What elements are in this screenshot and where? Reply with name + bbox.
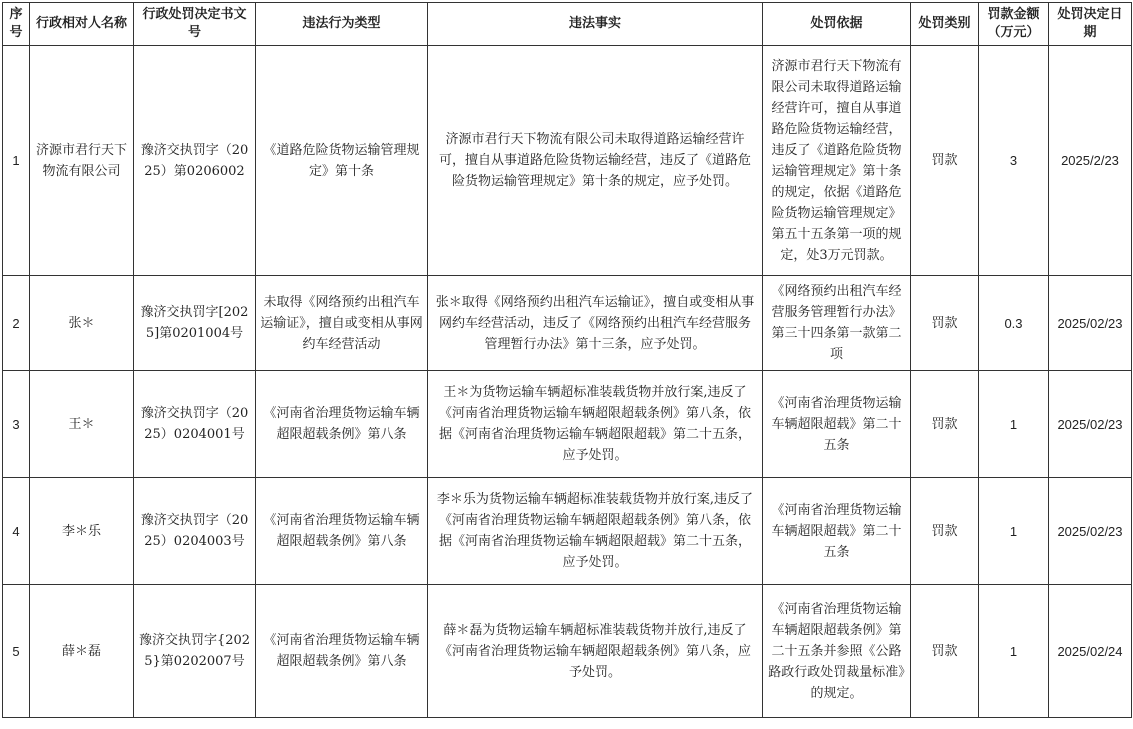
cell-facts: 济源市君行天下物流有限公司未取得道路运输经营许可，擅自从事道路危险货物运输经营，违反了《道路危险货物运输管理规定》第十条的规定，应予处罚。: [428, 46, 763, 276]
col-header-amount: 罚款金额（万元）: [979, 3, 1049, 46]
col-header-category: 处罚类别: [911, 3, 979, 46]
col-header-basis: 处罚依据: [763, 3, 911, 46]
col-header-seq: 序号: [3, 3, 30, 46]
cell-doc-no: 豫济交执罚字[2025]第0201004号: [134, 276, 256, 371]
cell-amount: 3: [979, 46, 1049, 276]
cell-basis: 《河南省治理货物运输车辆超限超载》第二十五条: [763, 478, 911, 585]
cell-seq: 2: [3, 276, 30, 371]
cell-facts: 薛＊磊为货物运输车辆超标准装载货物并放行,违反了《河南省治理货物运输车辆超限超载条例》第八条，应予处罚。: [428, 585, 763, 718]
cell-doc-no: 豫济交执罚字{2025}第0202007号: [134, 585, 256, 718]
cell-doc-no: 豫济交执罚字（2025）0204003号: [134, 478, 256, 585]
cell-seq: 4: [3, 478, 30, 585]
cell-doc-no: 豫济交执罚字（2025）第0206002: [134, 46, 256, 276]
cell-violation-type: 《道路危险货物运输管理规定》第十条: [256, 46, 428, 276]
cell-category: 罚款: [911, 276, 979, 371]
cell-facts: 张＊取得《网络预约出租汽车运输证》，擅自或变相从事网约车经营活动，违反了《网络预约出租汽车经营服务管理暂行办法》第十三条，应予处罚。: [428, 276, 763, 371]
cell-date: 2025/2/23: [1049, 46, 1132, 276]
cell-category: 罚款: [911, 371, 979, 478]
cell-basis: 《网络预约出租汽车经营服务管理暂行办法》第三十四条第一款第二项: [763, 276, 911, 371]
cell-category: 罚款: [911, 585, 979, 718]
cell-violation-type: 《河南省治理货物运输车辆超限超载条例》第八条: [256, 585, 428, 718]
cell-date: 2025/02/23: [1049, 276, 1132, 371]
cell-amount: 1: [979, 371, 1049, 478]
cell-category: 罚款: [911, 478, 979, 585]
cell-party: 薛＊磊: [30, 585, 134, 718]
col-header-party: 行政相对人名称: [30, 3, 134, 46]
col-header-doc-no: 行政处罚决定书文号: [134, 3, 256, 46]
cell-violation-type: 未取得《网络预约出租汽车运输证》，擅自或变相从事网约车经营活动: [256, 276, 428, 371]
cell-amount: 0.3: [979, 276, 1049, 371]
cell-seq: 1: [3, 46, 30, 276]
table-row: [3, 585, 1132, 718]
cell-date: 2025/02/23: [1049, 478, 1132, 585]
cell-facts: 李＊乐为货物运输车辆超标准装载货物并放行案,违反了《河南省治理货物运输车辆超限超载条例》第八条，依据《河南省治理货物运输车辆超限超载》第二十五条，应予处罚。: [428, 478, 763, 585]
header-row: [3, 3, 1132, 46]
cell-basis: 《河南省治理货物运输车辆超限超载》第二十五条: [763, 371, 911, 478]
cell-category: 罚款: [911, 46, 979, 276]
cell-doc-no: 豫济交执罚字（2025）0204001号: [134, 371, 256, 478]
cell-basis: 济源市君行天下物流有限公司未取得道路运输经营许可，擅自从事道路危险货物运输经营，违反了《道路危险货物运输管理规定》第十条的规定，依据《道路危险货物运输管理规定》第五十五条第一项的规定，处3万元罚款。: [763, 46, 911, 276]
col-header-facts: 违法事实: [428, 3, 763, 46]
table-row: [3, 371, 1132, 478]
cell-seq: 5: [3, 585, 30, 718]
table-row: [3, 276, 1132, 371]
col-header-violation-type: 违法行为类型: [256, 3, 428, 46]
cell-party: 张＊: [30, 276, 134, 371]
cell-amount: 1: [979, 478, 1049, 585]
cell-basis: 《河南省治理货物运输车辆超限超载条例》第二十五条并参照《公路路政行政处罚裁量标准》的规定。: [763, 585, 911, 718]
table-row: [3, 46, 1132, 276]
cell-seq: 3: [3, 371, 30, 478]
cell-party: 济源市君行天下物流有限公司: [30, 46, 134, 276]
cell-date: 2025/02/23: [1049, 371, 1132, 478]
penalty-table: [2, 2, 1132, 718]
cell-violation-type: 《河南省治理货物运输车辆超限超载条例》第八条: [256, 478, 428, 585]
cell-amount: 1: [979, 585, 1049, 718]
table-row: [3, 478, 1132, 585]
cell-party: 李＊乐: [30, 478, 134, 585]
cell-date: 2025/02/24: [1049, 585, 1132, 718]
cell-facts: 王＊为货物运输车辆超标准装载货物并放行案,违反了《河南省治理货物运输车辆超限超载条例》第八条，依据《河南省治理货物运输车辆超限超载》第二十五条，应予处罚。: [428, 371, 763, 478]
cell-violation-type: 《河南省治理货物运输车辆超限超载条例》第八条: [256, 371, 428, 478]
cell-party: 王＊: [30, 371, 134, 478]
col-header-date: 处罚决定日期: [1049, 3, 1132, 46]
